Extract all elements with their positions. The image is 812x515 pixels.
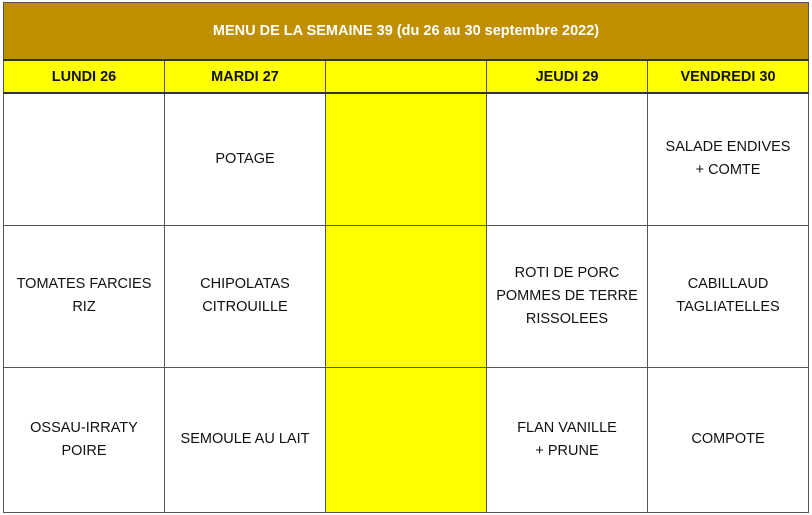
meal-cell [4, 93, 165, 226]
meal-cell [648, 93, 809, 226]
meal-item-line: CABILLAUD [687, 276, 769, 293]
meal-cell [165, 225, 326, 367]
meal-cell [648, 225, 809, 367]
closed-day-cell [326, 93, 487, 226]
meal-cell [487, 367, 648, 512]
meal-item-line: POIRE [61, 442, 107, 459]
day-header-friday: VENDREDI 30 [648, 60, 809, 92]
meal-row-dessert [4, 367, 809, 512]
meal-item-line: POTAGE [215, 150, 275, 167]
meal-cell [4, 367, 165, 512]
day-header-row [4, 60, 809, 92]
day-header-thursday: JEUDI 29 [487, 60, 648, 92]
meal-row-main [4, 225, 809, 367]
meal-item-line: TAGLIATELLES [676, 299, 780, 316]
meal-item-line: OSSAU-IRRATY [30, 419, 138, 436]
meal-cell [487, 93, 648, 226]
meal-cell [487, 225, 648, 367]
day-header-tuesday: MARDI 27 [165, 60, 326, 92]
day-header-wednesday [326, 60, 487, 92]
weekly-menu-table [3, 2, 809, 513]
title-row [4, 3, 809, 61]
day-header-monday: LUNDI 26 [4, 60, 165, 92]
meal-item-line: POMMES DE TERRE [496, 287, 638, 304]
meal-item-line: RIZ [72, 299, 96, 316]
closed-day-cell [326, 367, 487, 512]
meal-item-line: + COMTE [695, 162, 761, 179]
closed-day-cell [326, 225, 487, 367]
meal-item-line: FLAN VANILLE [517, 419, 617, 436]
meal-item-line: TOMATES FARCIES [16, 276, 152, 293]
meal-cell [165, 367, 326, 512]
menu-title: MENU DE LA SEMAINE 39 (du 26 au 30 septembre 2022) [4, 3, 809, 61]
meal-item-line: + PRUNE [535, 442, 599, 459]
meal-row-starter [4, 93, 809, 226]
meal-item-line: ROTI DE PORC [514, 264, 620, 281]
meal-cell [648, 367, 809, 512]
meal-item-line: SALADE ENDIVES [665, 139, 791, 156]
meal-item-line: SEMOULE AU LAIT [180, 431, 310, 448]
meal-cell [165, 93, 326, 226]
meal-item-line: COMPOTE [691, 431, 765, 448]
meal-cell [4, 225, 165, 367]
meal-item-line: CITROUILLE [202, 299, 288, 316]
meal-item-line: CHIPOLATAS [200, 276, 290, 293]
meal-item-line: RISSOLEES [525, 310, 609, 327]
